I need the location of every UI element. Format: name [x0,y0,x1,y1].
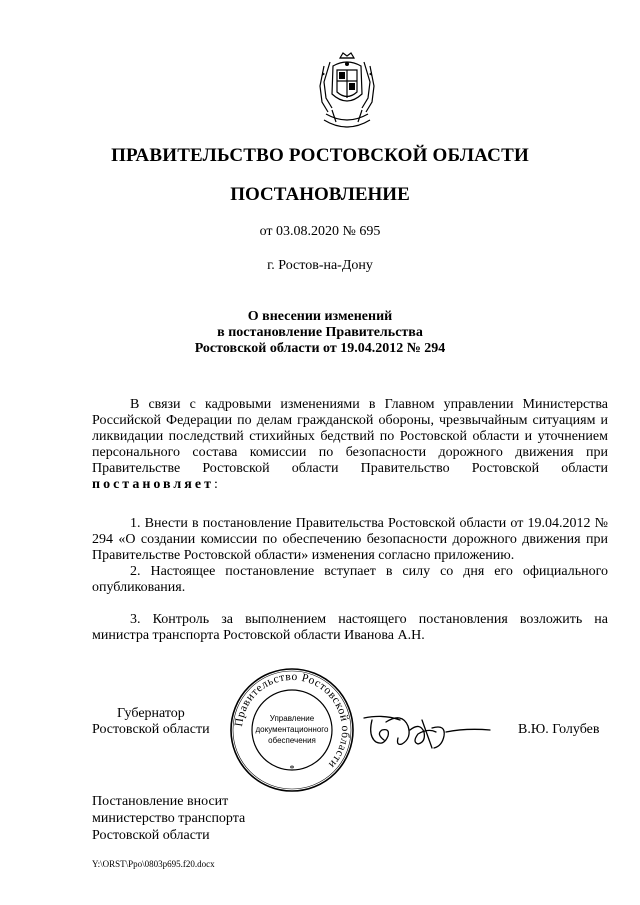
contributor-line: Постановление вносит [92,794,229,809]
governor-name: В.Ю. Голубев [518,722,600,737]
contributor-line: Ростовской области [92,828,210,843]
subject-line: в постановление Правительства [217,325,423,340]
resolution-item-2: 2. Настоящее постановление вступает в силу со дня его официального опубликования. [92,564,608,595]
subject-line: О внесении изменений [247,309,393,324]
stamp-ring-text: Правительство Ростовской области [233,670,352,771]
contributor-line: министерство транспорта [92,811,246,826]
document-date-number: от 03.08.2020 № 695 [259,224,381,239]
signatory-position [92,706,210,738]
subject-line: Ростовской области от 19.04.2012 № 294 [194,341,446,356]
preamble-text: В связи с кадровыми изменениями в Главном управлении Министерства Российской Федерации по делам гражданской обороны, чрезвычайным ситуациям и ликвидации последствий стихийных бедствий по Ростовской области и уточнением персонального состава комиссии по безопасности дорожного движения при Правительстве Ростовской области Правительство Ростовской области [92,397,608,476]
coat-of-arms-icon [310,52,384,138]
resolves-colon: : [213,477,218,492]
document-city: г. Ростов-на-Дону [267,258,373,273]
file-path: Y:\ORST\Ppo\0803p695.f20.docx [92,859,215,869]
stamp-inner-line: документационного [255,725,329,734]
handwritten-signature [362,708,492,754]
svg-text:*: * [289,764,295,775]
document-type: ПОСТАНОВЛЕНИЕ [230,184,410,205]
resolves-word: постановляет [92,477,214,492]
resolution-item-1: 1. Внести в постановление Правительства Ростовской области от 19.04.2012 № 294 «О создании комиссии по обеспечению безопасности дорожного движения при Правительстве Ростовской области» изменения согласно приложению. [92,516,608,563]
contributor-block [92,793,245,844]
document-subject [0,309,640,357]
stamp-inner-line: обеспечения [268,736,316,745]
resolution-item-3: 3. Контроль за выполнением настоящего постановления возложить на министра транспорта Ростовской области Иванова А.Н. [92,612,608,643]
stamp-inner-line: Управление [269,714,315,723]
government-title: ПРАВИТЕЛЬСТВО РОСТОВСКОЙ ОБЛАСТИ [111,145,529,166]
preamble-paragraph [92,397,608,493]
signatory-position-line: Губернатор [117,706,185,721]
official-stamp [228,666,356,794]
signatory-position-line: Ростовской области [92,722,210,737]
